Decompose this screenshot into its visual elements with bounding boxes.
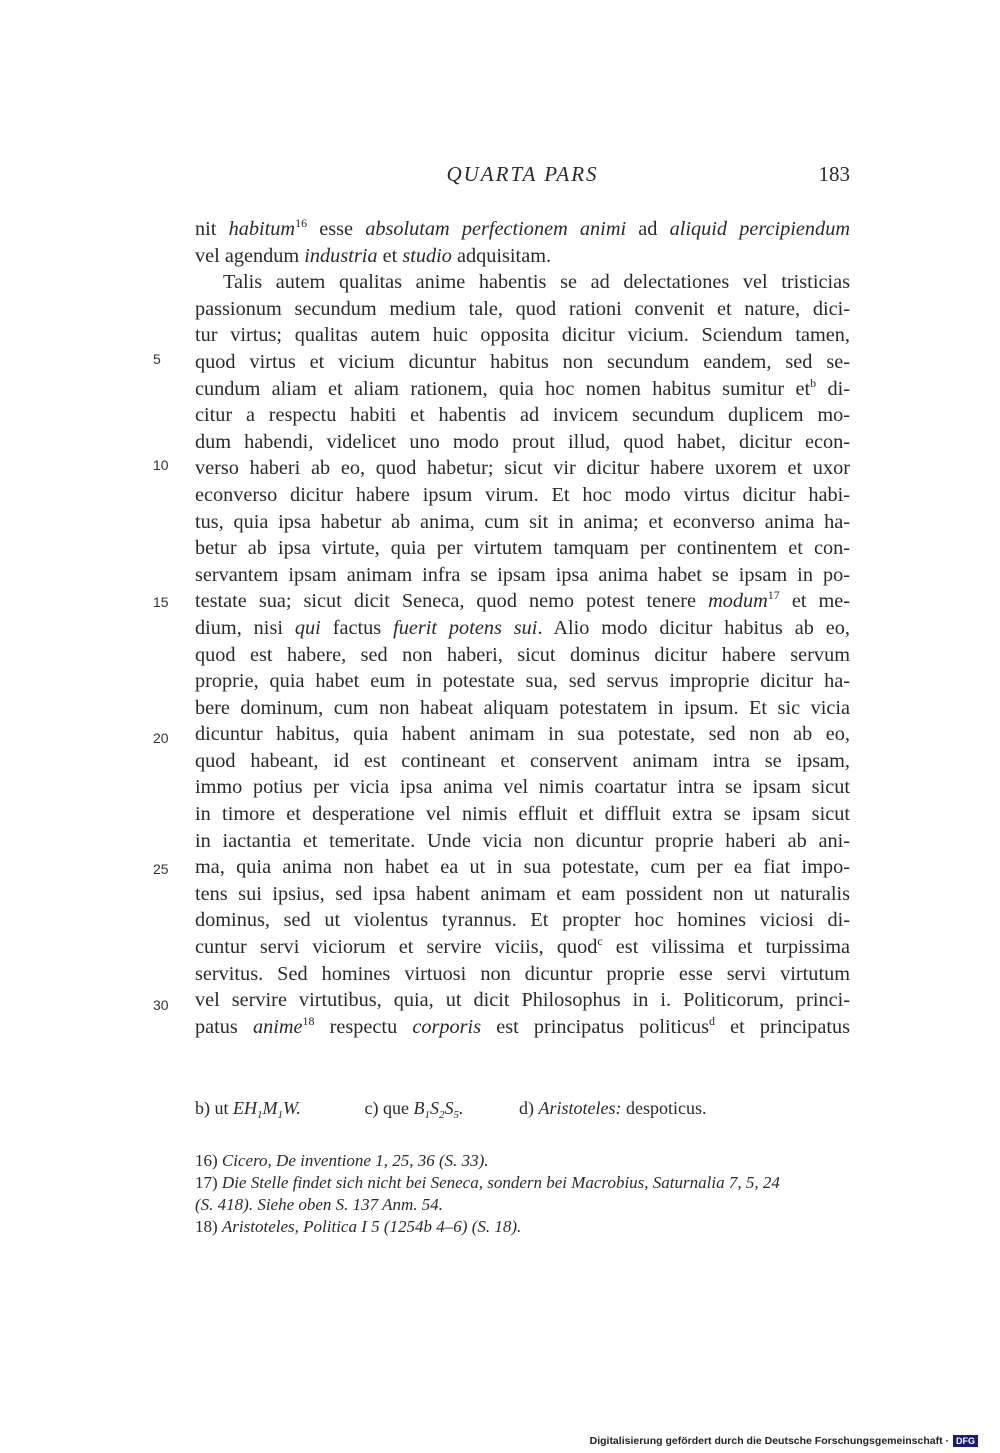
text-line: vel servire virtutibus, quia, ut dicit Philosophus in i. Politicorum, princi- — [195, 989, 850, 1012]
text-line: tens sui ipsius, sed ipsa habent animam et eam possident non ut naturalis — [195, 882, 850, 905]
text-line: verso haberi ab eo, quod habetur; sicut vir dicitur habere uxorem et uxor — [195, 457, 850, 480]
text-line: servitus. Sed homines virtuosi non dicuntur proprie esse servi virtutum — [195, 962, 850, 985]
text-line: tur virtus; qualitas autem huic opposita dicitur vicium. Sciendum tamen, — [195, 324, 850, 347]
running-title: QUARTA PARS — [446, 162, 599, 186]
apparatus-entry-d: d) Aristoteles: despoticus. — [519, 1098, 707, 1118]
line-number: 15 — [153, 594, 169, 610]
text-line: testate sua; sicut dicit Seneca, quod nemo potest tenere modum$^{17}$ et me- — [195, 588, 850, 613]
line-number: 5 — [153, 351, 161, 367]
text-line: in timore et desperatione vel nimis effluit et diffluit extra se ipsam sicut — [195, 803, 850, 826]
text-line: patus anime$^{18}$ respectu corporis est principatus politicus$^d$ et principatus — [195, 1013, 850, 1038]
dfg-logo: DFG — [953, 1435, 978, 1447]
text-line: bere dominum, cum non habeat aliquam potestatem in ipsum. Et sic vicia — [195, 696, 850, 719]
line-number: 25 — [153, 861, 169, 877]
text-line: immo potius per vicia ipsa anima vel nimis coartatur intra se ipsam sicut — [195, 776, 850, 799]
text-line: servantem ipsam animam infra se ipsam ipsa anima habet se ipsam in po- — [195, 563, 850, 586]
line-number: 10 — [153, 457, 169, 473]
critical-apparatus — [195, 1098, 850, 1119]
text-line: passionum secundum medium tale, quod rationi convenit et nature, dici- — [195, 297, 850, 320]
text-line: cundum aliam et aliam rationem, quia hoc nomen habitus sumitur $et^b$ di- — [195, 375, 850, 400]
text-line: citur a respectu habiti et habentis ad invicem secundum duplicem mo- — [195, 404, 850, 427]
text-line: in iactantia et temeritate. Unde vicia non dicuntur proprie haberi ab ani- — [195, 829, 850, 852]
text-line: quod virtus et vicium dicuntur habitus non secundum eandem, sed se- — [195, 350, 850, 373]
footnote-16: 16) Cicero, De inventione 1, 25, 36 (S. 33). — [195, 1151, 489, 1170]
page-header — [195, 162, 850, 194]
line-number: 20 — [153, 730, 169, 746]
text-line: quod est habere, sed non haberi, sicut dominus dicitur habere servum — [195, 643, 850, 666]
funding-footer: Digitalisierung gefördert durch die Deutsche Forschungsgemeinschaft · DFG — [590, 1435, 978, 1447]
apparatus-entry-b: b) ut $EH_1M_1W$. — [195, 1098, 301, 1121]
main-text — [195, 216, 850, 1040]
text-line: dicuntur habitus, quia habent animam in sua potestate, sed non ab eo, — [195, 723, 850, 746]
text-line: dominus, sed ut violentus tyrannus. Et propter hoc homines viciosi di- — [195, 909, 850, 932]
footnote-17-continuation: (S. 418). Siehe oben S. 137 Anm. 54. — [195, 1195, 444, 1214]
footnote-17: 17) Die Stelle findet sich nicht bei Seneca, sondern bei Macrobius, Saturnalia 7, 5, 24 — [195, 1173, 780, 1192]
text-line: vel agendum industria et studio adquisitam. — [195, 244, 552, 267]
page-number: 183 — [818, 162, 850, 186]
text-line: econverso dicitur habere ipsum virum. Et hoc modo virtus dicitur habi- — [195, 483, 850, 506]
text-line: Talis autem qualitas anime habentis se ad delectationes vel tristicias — [223, 271, 850, 294]
text-line: quod habeant, id est contineant et conservent animam intra se ipsam, — [195, 749, 850, 772]
text-line: dium, nisi qui factus fuerit potens sui. Alio modo dicitur habitus ab eo, — [195, 616, 850, 639]
text-line: betur ab ipsa virtute, quia per virtutem tamquam per continentem et con- — [195, 537, 850, 560]
text-line: nit habitum$^{16}$ esse absolutam perfectionem animi ad aliquid percipiendum — [195, 216, 850, 240]
text-line: ma, quia anima non habet ea ut in sua potestate, cum per ea fiat impo- — [195, 856, 850, 879]
text-line: cuntur servi viciorum et servire viciis, quod$^c$ est vilissima et turpissima — [195, 934, 850, 959]
footnote-18: 18) Aristoteles, Politica I 5 (1254b 4–6) (S. 18). — [195, 1217, 522, 1236]
apparatus-entry-c: c) que $B_1S_2S_5$. — [364, 1098, 464, 1121]
text-line: tus, quia ipsa habetur ab anima, cum sit in anima; et econverso anima ha- — [195, 510, 850, 533]
text-line: proprie, quia habet eum in potestate sua, sed servus improprie dicitur ha- — [195, 670, 850, 693]
line-number: 30 — [153, 997, 169, 1013]
footnotes — [195, 1150, 850, 1238]
text-line: dum habendi, videlicet uno modo prout illud, quod habet, dicitur econ- — [195, 430, 850, 453]
